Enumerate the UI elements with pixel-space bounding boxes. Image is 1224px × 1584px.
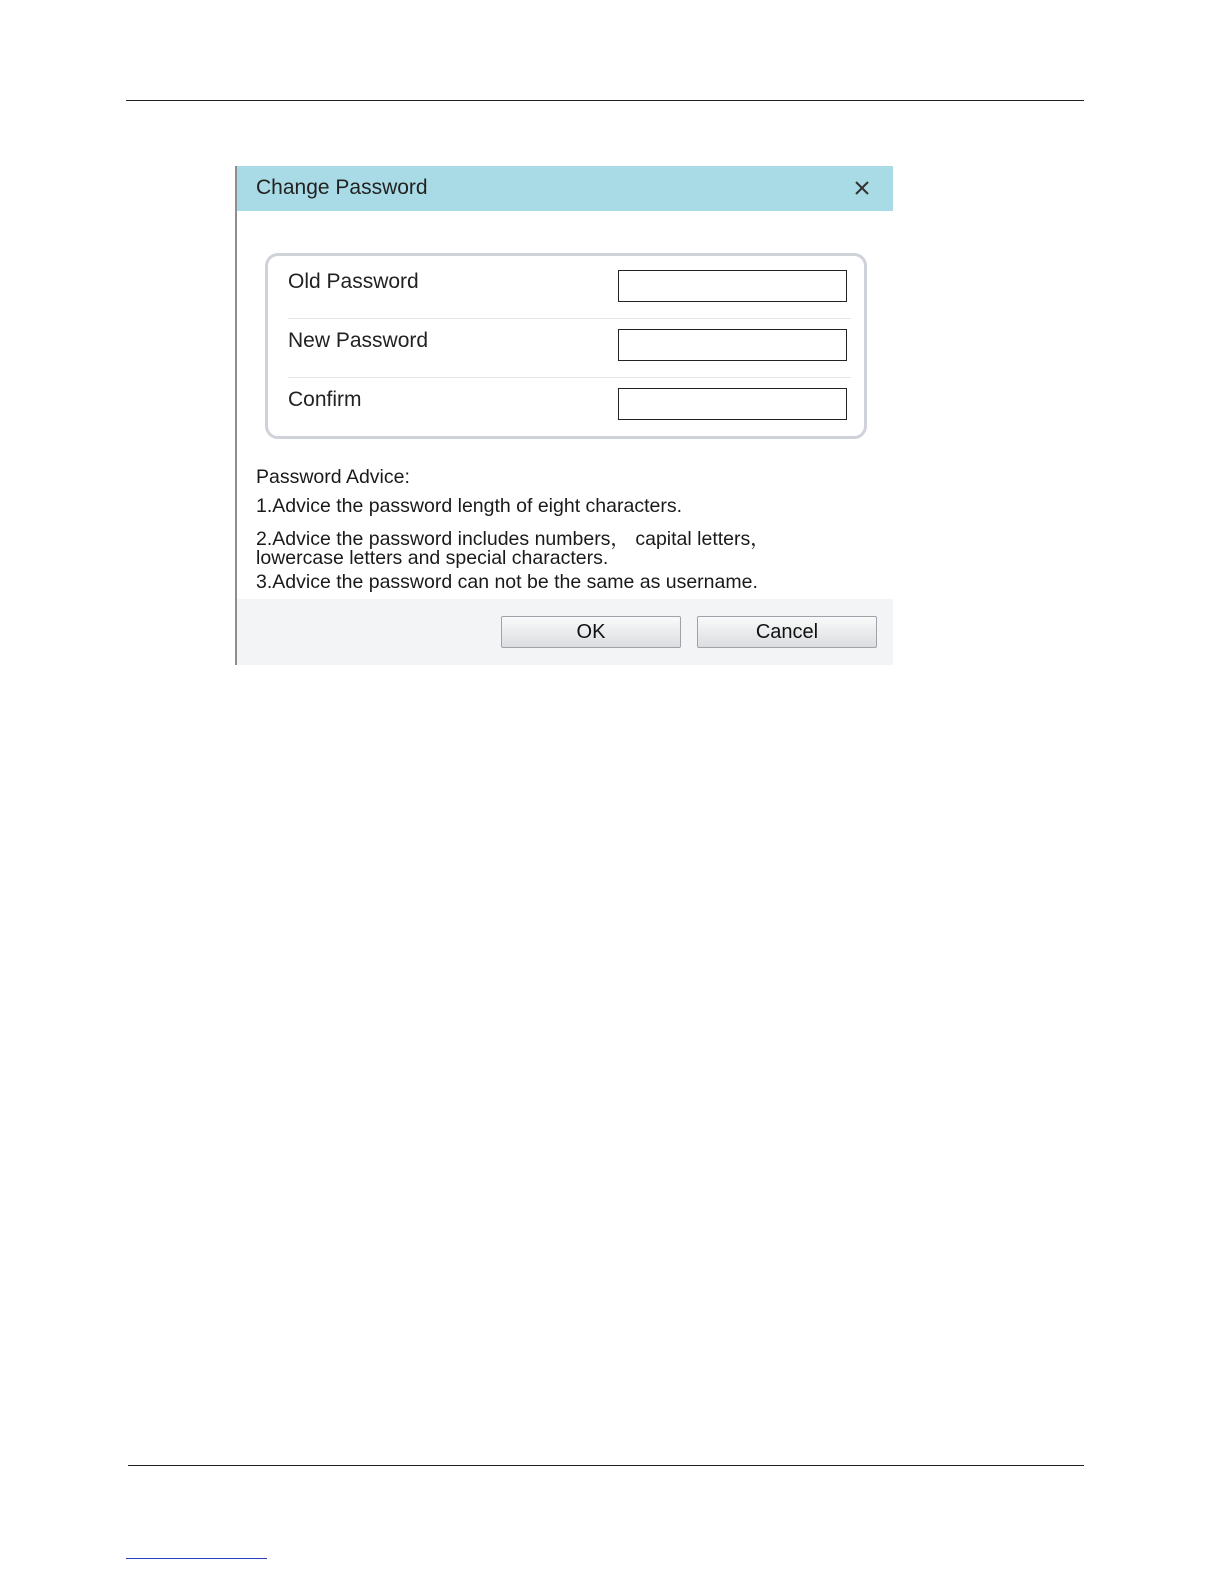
ok-button[interactable]: OK <box>501 616 681 648</box>
new-password-label: New Password <box>288 329 429 352</box>
dialog-title: Change Password <box>256 176 428 199</box>
advice-line-1: 1.Advice the password length of eight characters. <box>256 495 682 517</box>
advice-line-2: 2.Advice the password includes numbers， capital letters， <box>256 528 770 550</box>
page-header-rule <box>126 100 1084 101</box>
change-password-dialog <box>235 166 893 665</box>
confirm-password-row <box>288 378 851 436</box>
old-password-row <box>288 260 851 318</box>
advice-title: Password Advice: <box>256 466 410 488</box>
advice-line-2-continued: lowercase letters and special characters. <box>256 547 609 569</box>
old-password-label: Old Password <box>288 270 419 293</box>
old-password-input[interactable] <box>618 270 847 302</box>
advice-line-3: 3.Advice the password can not be the same as username. <box>256 571 758 593</box>
confirm-password-input[interactable] <box>618 388 847 420</box>
password-fields-box <box>265 253 867 439</box>
footer-link-underline <box>126 1558 267 1559</box>
confirm-password-label: Confirm <box>288 388 362 411</box>
close-icon <box>849 175 875 201</box>
page-footer-rule <box>128 1465 1084 1466</box>
close-button[interactable] <box>849 175 875 201</box>
new-password-row <box>288 319 851 377</box>
dialog-footer <box>237 599 893 665</box>
cancel-button[interactable]: Cancel <box>697 616 877 648</box>
new-password-input[interactable] <box>618 329 847 361</box>
dialog-titlebar <box>237 166 893 211</box>
